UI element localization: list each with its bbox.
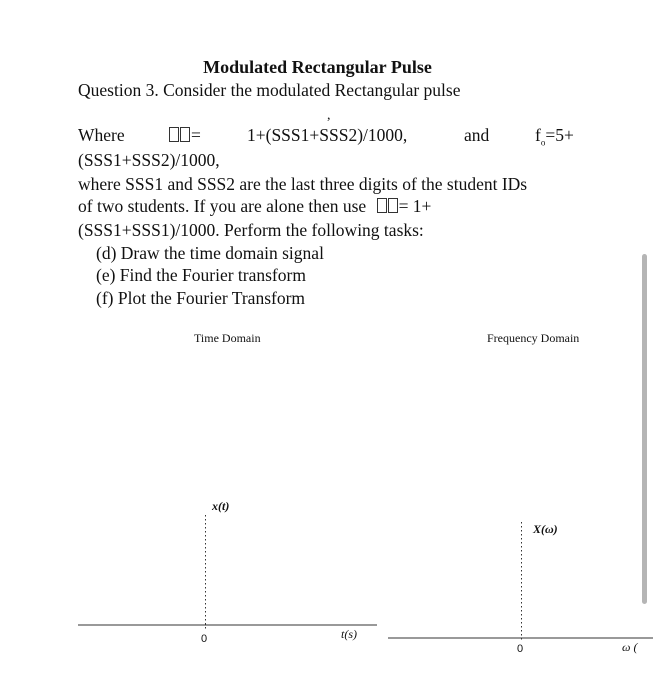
f-value: =5+ bbox=[545, 125, 574, 145]
task-f: (f) Plot the Fourier Transform bbox=[96, 288, 306, 308]
time-x-axis-label: t(s) bbox=[341, 627, 357, 641]
stray-comma: , bbox=[327, 108, 331, 123]
question-line: Question 3. Consider the modulated Rectangular pulse bbox=[78, 80, 461, 100]
time-domain-label: Time Domain bbox=[194, 331, 261, 345]
where-line-1: where SSS1 and SSS2 are the last three digits of the student IDs bbox=[78, 174, 528, 194]
f-subscript: o bbox=[540, 137, 546, 148]
frequency-domain-label: Frequency Domain bbox=[487, 331, 580, 345]
freq-origin-label: 0 bbox=[517, 643, 524, 655]
f-symbol: f bbox=[535, 125, 541, 145]
formula-1-equals: = bbox=[191, 125, 201, 145]
time-origin-label: 0 bbox=[201, 633, 208, 645]
task-d: (d) Draw the time domain signal bbox=[96, 243, 324, 263]
freq-x-axis-label: ω ( bbox=[622, 640, 638, 654]
where-line-3: (SSS1+SSS1)/1000. Perform the following tasks: bbox=[78, 220, 424, 240]
task-e: (e) Find the Fourier transform bbox=[96, 265, 306, 285]
formula-1-value: 1+(SSS1+SSS2)/1000, bbox=[247, 125, 408, 145]
where-line-2-eq: = 1+ bbox=[398, 196, 432, 216]
time-y-axis-label: x(t) bbox=[212, 499, 230, 513]
formula-2: (SSS1+SSS2)/1000, bbox=[78, 150, 220, 170]
page-title: Modulated Rectangular Pulse bbox=[203, 57, 432, 77]
and-label: and bbox=[464, 125, 490, 145]
freq-y-axis-label: X(ω) bbox=[533, 522, 558, 536]
vertical-scrollbar[interactable] bbox=[642, 254, 647, 604]
where-label: Where bbox=[78, 125, 125, 145]
where-line-2-text: of two students. If you are alone then use bbox=[78, 196, 367, 216]
